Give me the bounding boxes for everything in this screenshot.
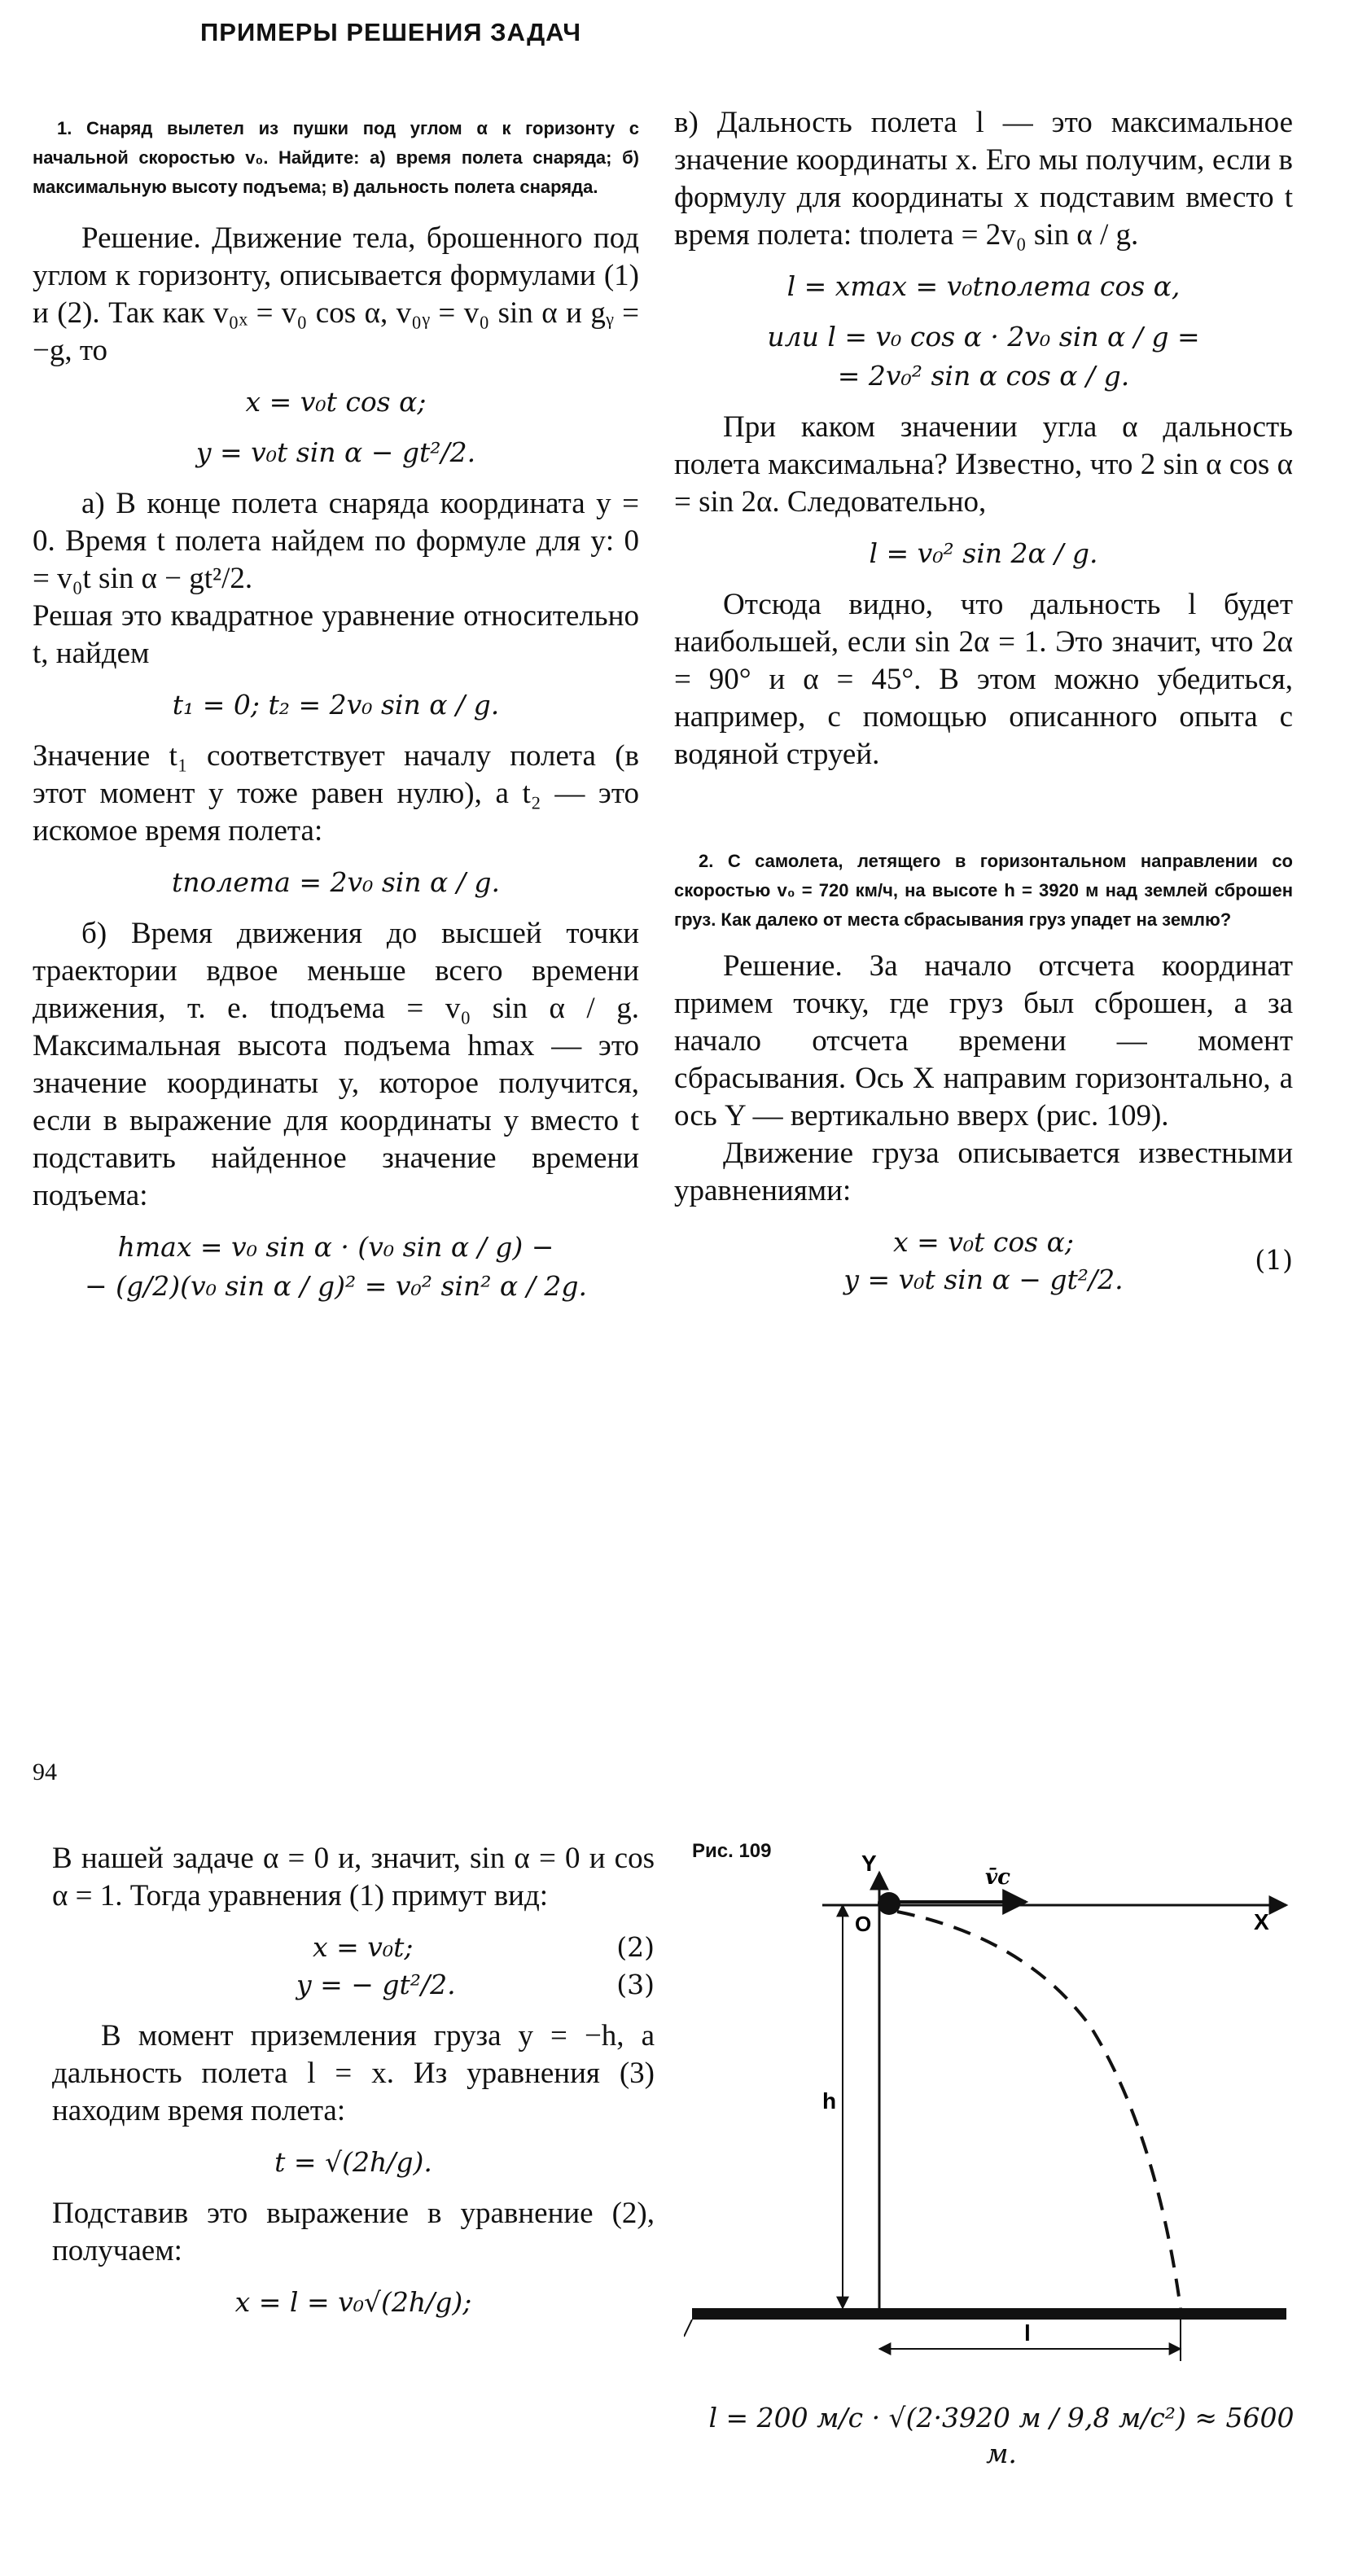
equation-number-2: (2) xyxy=(616,1931,655,1963)
trajectory-curve xyxy=(897,1912,1181,2308)
page-number: 94 xyxy=(33,1759,57,1785)
formula-flight-time: tполета = 2v₀ sin α / g. xyxy=(171,866,501,898)
ground-line xyxy=(692,2308,1286,2320)
part-c-text-3: Отсюда видно, что дальность l будет наибольшей, если sin 2α = 1. Это значит, что 2α = 90° и α = 45°. В этом можно убедиться, например, с помощью описанного опыта с водяной струей. xyxy=(674,588,1293,771)
part-c-text: в) Дальность полета l — это максимальное значение координаты x. Его мы получим, если в формулу для координаты x подставим вместо t время полета: tполета = 2v₀ sin α / g. xyxy=(674,106,1293,252)
formula-range-1: l = xmax = v₀tполета cos α, xyxy=(786,270,1181,302)
part-a-text-2: Решая это квадратное уравнение относительно t, найдем xyxy=(33,599,639,670)
left-column xyxy=(33,114,639,1319)
part-c-text-2: При каком значении угла α дальность полета максимальна? Известно, что 2 sin α cos α = sin 2α. Следовательно, xyxy=(674,410,1293,519)
formula-range-2: или l = v₀ cos α · 2v₀ sin α / g = xyxy=(767,321,1200,353)
part-a-text-3: Значение t₁ соответствует началу полета (в этот момент y тоже равен нулю), а t₂ — это искомое время полета: xyxy=(33,739,639,848)
formula-y: y = v₀t sin α − gt²/2. xyxy=(195,436,476,468)
problem-separator xyxy=(674,773,1293,847)
part-a-text: а) В конце полета снаряда координата y = 0. Время t полета найдем по формуле для y: 0 = v₀t sin α − gt²/2. xyxy=(33,487,639,595)
formula-x-general: x = v₀t cos α; xyxy=(892,1226,1075,1258)
formula-y-simple xyxy=(52,1967,655,2003)
page2-text-2: В момент приземления груза y = −h, а дальность полета l = x. Из уравнения (3) находим время полета: xyxy=(52,2019,655,2127)
formula-y-general xyxy=(674,1244,1293,1298)
figure-caption: Рис. 109 xyxy=(692,1840,772,1862)
formula-y-general-text: y = v₀t sin α − gt²/2. xyxy=(843,1264,1124,1295)
formula-x: x = v₀t cos α; xyxy=(245,386,427,418)
formula-range-sqrt: x = l = v₀√(2h/g); xyxy=(234,2286,472,2318)
page-95-excerpt xyxy=(0,1750,1345,2576)
right-column xyxy=(674,104,1293,1312)
page2-text-1: В нашей задаче α = 0 и, значит, sin α = 0 и cos α = 1. Тогда уравнения (1) примут вид: xyxy=(52,1842,655,1912)
formula-hmax-2: − (g/2)(v₀ sin α / g)² = v₀² sin² α / 2g. xyxy=(85,1270,587,1302)
label-distance: l xyxy=(1024,2320,1031,2346)
formula-range-sin2a: l = v₀² sin 2α / g. xyxy=(869,537,1098,569)
solution-1-intro: Решение. Движение тела, брошенного под углом к горизонту, описывается формулами (1) и (2). Так как v₀ₓ = v₀ cos α, v₀ᵧ = v₀ sin α и gᵧ = −g, то xyxy=(33,221,639,367)
equation-number-3: (3) xyxy=(616,1969,655,2000)
problem-1-statement: 1. Снаряд вылетел из пушки под углом α к горизонту с начальной скоростью v₀. Найдите: а) время полета снаряда; б) максимальную высоту подъема; в) дальность полета снаряда. xyxy=(33,118,639,197)
label-origin: O xyxy=(855,1912,872,1936)
formula-x-simple-text: x = v₀t; xyxy=(313,1931,414,1963)
solution-2-text-2: Движение груза описывается известными уравнениями: xyxy=(674,1137,1293,1207)
part-b-text: б) Время движения до высшей точки траектории вдвое меньше всего времени движения, т. е. tподъема = v₀ sin α / g. Максимальная высота подъема hmax — это значение координаты y, которое получится, если в выражение для координаты y вместо t подставить найденное значение времени подъема: xyxy=(33,917,639,1212)
formula-time-sqrt: t = √(2h/g). xyxy=(274,2146,432,2178)
page-heading: ПРИМЕРЫ РЕШЕНИЯ ЗАДАЧ xyxy=(200,18,581,46)
problem-2-statement: 2. С самолета, летящего в горизонтальном направлении со скоростью v₀ = 720 км/ч, на высоте h = 3920 м над землей сброшен груз. Как далеко от места сбрасывания груз упадет на землю? xyxy=(674,851,1293,930)
formula-range-3: = 2v₀² sin α cos α / g. xyxy=(837,360,1130,392)
formula-x-simple xyxy=(52,1930,655,1965)
formula-final-range: l = 200 м/с · √(2·3920 м / 9,8 м/с²) ≈ 5600 м. xyxy=(708,2402,1295,2469)
label-y-axis: Y xyxy=(861,1851,877,1876)
label-x-axis: X xyxy=(1254,1909,1269,1934)
equation-number-1: (1) xyxy=(1255,1244,1293,1276)
formula-y-simple-text: y = − gt²/2. xyxy=(296,1969,456,2000)
solution-2-text: Решение. За начало отсчета координат примем точку, где груз был сброшен, а за начало отсчета времени — момент сбрасывания. Ось X направим горизонтально, а ось Y — вертикально вверх (рис. 109). xyxy=(674,949,1293,1132)
cargo-dot xyxy=(878,1892,900,1915)
page2-left-column xyxy=(52,1840,655,2335)
formula-hmax-1: hmax = v₀ sin α · (v₀ sin α / g) − xyxy=(117,1231,554,1263)
label-height: h xyxy=(822,2088,837,2114)
formula-t-roots: t₁ = 0; t₂ = 2v₀ sin α / g. xyxy=(172,689,500,721)
trajectory-diagram xyxy=(684,1840,1303,2361)
label-velocity: v̄c xyxy=(985,1865,1010,1890)
page2-text-3: Подставив это выражение в уравнение (2), получаем: xyxy=(52,2197,655,2267)
figure-109 xyxy=(692,1840,1311,2469)
